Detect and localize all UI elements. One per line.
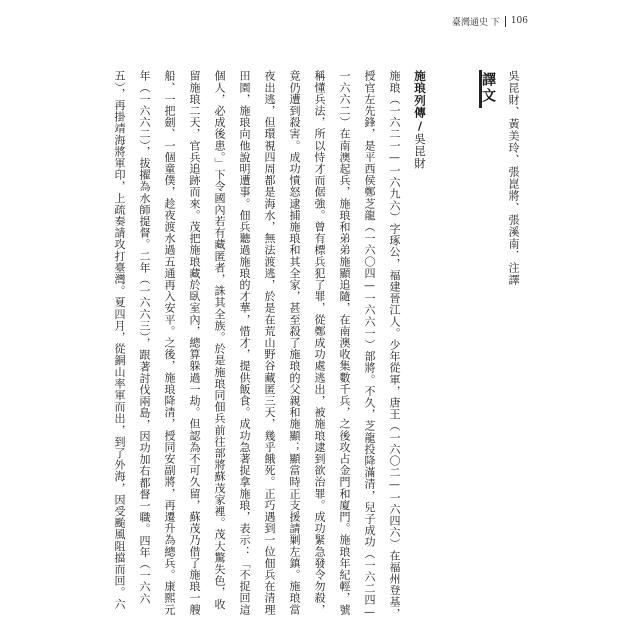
- page-number: 106: [510, 16, 528, 26]
- book-title: 臺灣通史 下: [451, 17, 500, 28]
- chapter-author: 吳昆財: [413, 133, 427, 170]
- chapter-title: 施琅列傳: [413, 70, 427, 119]
- main-text: [12, 70, 432, 620]
- paragraph: 施琅（一六二一—一六九六）字琢公，福建晉江人。少年從軍，唐王（一六〇二—一六四六）在福州登基，授官左先鋒，是平西侯鄭芝龍（一六〇四—一六六一）部將。不久，芝龍投降滿清，兒子成功（一六二四—一六六二）在南澳起兵，施琅和弟弟施顯追隨，在南澳收集數千兵，之後攻占金門和廈門。施琅年紀輕，號稱懂兵法，所以恃才而倨強。曾有標兵犯了罪，從鄭成功處逃出，被施琅逮到欲治罪。成功緊急發令勿殺，竟仍遭到殺害。成功憤怒逮捕施琅和其全家，甚至殺了施琅的父親和施顯；顯當時正支援請剿左鎮。施琅當夜出逃，但環視四周都是海水，無法渡逃，於是在荒山野谷藏匿三天，幾乎餓死。正巧遇到一位佃兵在清理田園，施琅向他說明遭事。佃兵聽過施琅的才華，惜才，提供飯食。成功急著捉拿施琅，表示：「不捉回這個人，必成後患。」下令國內若有藏匿者，誅其全族。於是施琅同佃兵前往部將蘇茂家裡。茂大驚失色，收留施琅二天，官兵追跡而來。茂把施琅藏於臥室內，總算躲過一劫。但認為不可久留，蘇茂乃借了施琅一艘船、一把劍、一個童僕，趁夜渡水過五通再入安平。之後，施琅降清，授同安副將，再遷升為總兵。康熙元年（一六六二），拔擢為水師提督。二年（一六六三），跟著討伐兩島，因功加右都督一職。四年（一六六五），再掛靖海將軍印，上疏奏請攻打臺灣。夏四月，從銅山率軍而出，到了外海，因受颱風阻擋而回。六: [113, 70, 401, 620]
- chapter-heading: [407, 70, 432, 620]
- section-heading: [470, 70, 540, 330]
- running-header: [452, 14, 528, 28]
- translators-line: 吳昆財、黃美玲、張崑將、張溪南．注譯: [507, 70, 520, 286]
- header-divider: [505, 16, 506, 27]
- section-title: 譯文: [480, 72, 496, 104]
- chapter-slash: /: [413, 118, 427, 134]
